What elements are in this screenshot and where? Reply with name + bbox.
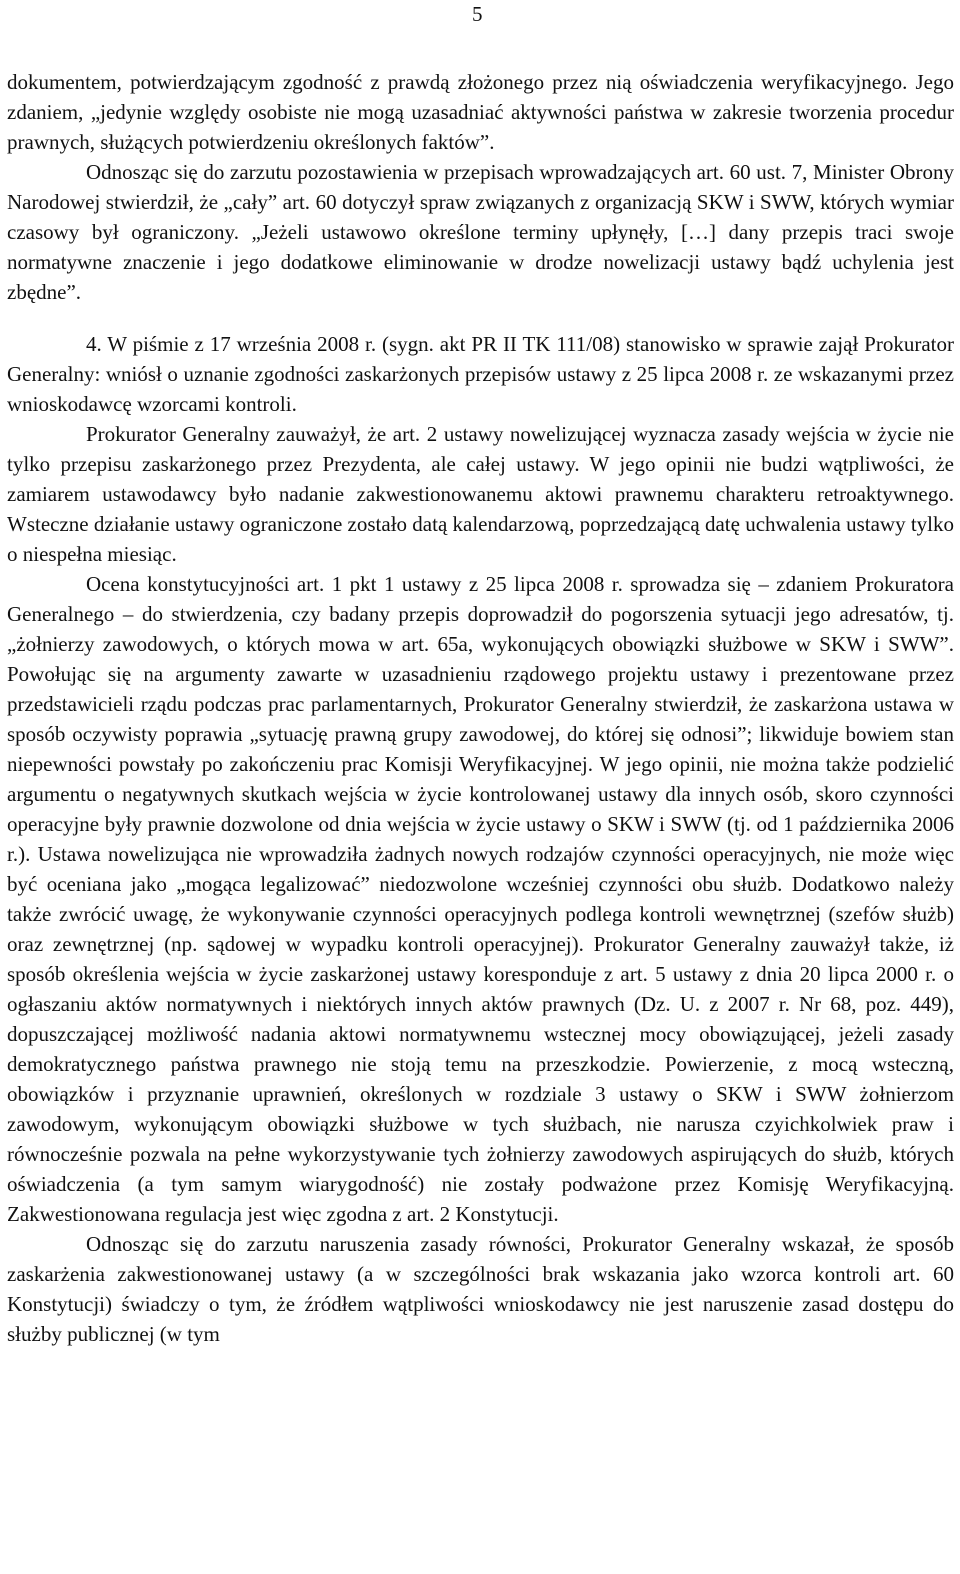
paragraph-minister-response: Odnosząc się do zarzutu pozostawienia w przepisach wprowadzających art. 60 ust. 7, Minister Obrony Narodowej stwierdził, że „cały” art. 60 dotyczył spraw związanych z organizacją SKW i SWW, których wymiar czasowy był ograniczony. „Jeżeli ustawowo określone terminy upłynęły, […] dany przepis traci swoje normatywne znaczenie i jego dodatkowe eliminowanie w drodze nowelizacji ustawy bądź uchylenia jest zbędne”. xyxy=(7,160,954,304)
paragraph-equality-principle: Odnosząc się do zarzutu naruszenia zasady równości, Prokurator Generalny wskazał, że sposób zaskarżenia zakwestionowanej ustawy (a w szczególności brak wskazania jako wzorca kontroli art. 60 Konstytucji) świadczy o tym, że źródłem wątpliwości wnioskodawcy nie jest naruszenie zasad dostępu do służby publicznej (w tym xyxy=(7,1232,954,1346)
paragraph-retroactivity: Prokurator Generalny zauważył, że art. 2 ustawy nowelizującej wyznacza zasady wejścia w życie nie tylko przepisu zaskarżonego przez Prezydenta, ale całej ustawy. W jego opinii nie budzi wątpliwości, że zamiarem ustawodawcy było nadanie zakwestionowanemu aktowi prawnemu charakteru retroaktywnego. Wsteczne działanie ustawy ograniczone zostało datą kalendarzową, poprzedzającą datę uchwalenia ustawy tylko o niespełna miesiąc. xyxy=(7,422,954,566)
paragraph-continuation: dokumentem, potwierdzającym zgodność z prawdą złożonego przez nią oświadczenia weryfikacyjnego. Jego zdaniem, „jedynie względy osobiste nie mogą uzasadniać aktywności państwa w zakresie tworzenia procedur prawnych, służących potwierdzeniu określonych faktów”. xyxy=(7,70,954,154)
paragraph-prosecutor-position: 4. W piśmie z 17 września 2008 r. (sygn. akt PR II TK 111/08) stanowisko w sprawie zajął Prokurator Generalny: wniósł o uznanie zgodności zaskarżonych przepisów ustawy z 25 lipca 2008 r. ze wskazanymi przez wnioskodawcę wzorcami kontroli. xyxy=(7,332,954,416)
paragraph-constitutionality-assessment: Ocena konstytucyjności art. 1 pkt 1 ustawy z 25 lipca 2008 r. sprowadza się – zdaniem Prokuratora Generalnego – do stwierdzenia, czy badany przepis doprowadził do pogorszenia sytuacji jego adresatów, tj. „żołnierzy zawodowych, o których mowa w art. 65a, wykonujących obowiązki służbowe w SKW i SWW”. Powołując się na argumenty zawarte w uzasadnieniu rządowego projektu ustawy i prezentowane przez przedstawicieli rządu podczas prac parlamentarnych, Prokurator Generalny stwierdził, że zaskarżona ustawa w sposób oczywisty poprawia „sytuację prawną grupy zawodowej, do której się odnosi”; likwiduje bowiem stan niepewności powstały po zakończeniu prac Komisji Weryfikacyjnej. W jego opinii, nie można także podzielić argumentu o negatywnych skutkach wejścia w życie kontrolowanej ustawy dla innych osób, skoro czynności operacyjne były prawnie dozwolone od dnia wejścia w życie ustawy o SKW i SWW (tj. od 1 października 2006 r.). Ustawa nowelizująca nie wprowadziła żadnych nowych rodzajów czynności operacyjnych, nie może więc być oceniana jako „mogąca legalizować” niedozwolone wcześniej czynności obu służb. Dodatkowo należy także zwrócić uwagę, że wykonywanie czynności operacyjnych podlega kontroli wewnętrznej (szefów służb) oraz zewnętrznej (np. sądowej w wypadku kontroli operacyjnej). Prokurator Generalny zauważył także, iż sposób określenia wejścia w życie zaskarżonej ustawy koresponduje z art. 5 ustawy z dnia 20 lipca 2000 r. o ogłaszaniu aktów normatywnych i niektórych innych aktów prawnych (Dz. U. z 2007 r. Nr 68, poz. 449), dopuszczającej możliwość nadania aktowi normatywnemu wstecznej mocy obowiązującej, jeżeli zasady demokratycznego państwa prawnego nie stoją temu na przeszkodzie. Powierzenie, z mocą wsteczną, obowiązków i przyznanie uprawnień, określonych w rozdziale 3 ustawy o SKW i SWW żołnierzom zawodowym, wykonującym obowiązki służbowe w tych służbach, nie narusza czyichkolwiek praw i równocześnie pozwala na pełne wykorzystywanie tych żołnierzy zawodowych aspirujących do służb, których oświadczenia (a tym samym wiarygodność) nie zostały podważone przez Komisję Weryfikacyjną. Zakwestionowana regulacja jest więc zgodna z art. 2 Konstytucji. xyxy=(7,572,954,1226)
document-body xyxy=(7,67,954,1349)
page-number: 5 xyxy=(472,2,483,26)
